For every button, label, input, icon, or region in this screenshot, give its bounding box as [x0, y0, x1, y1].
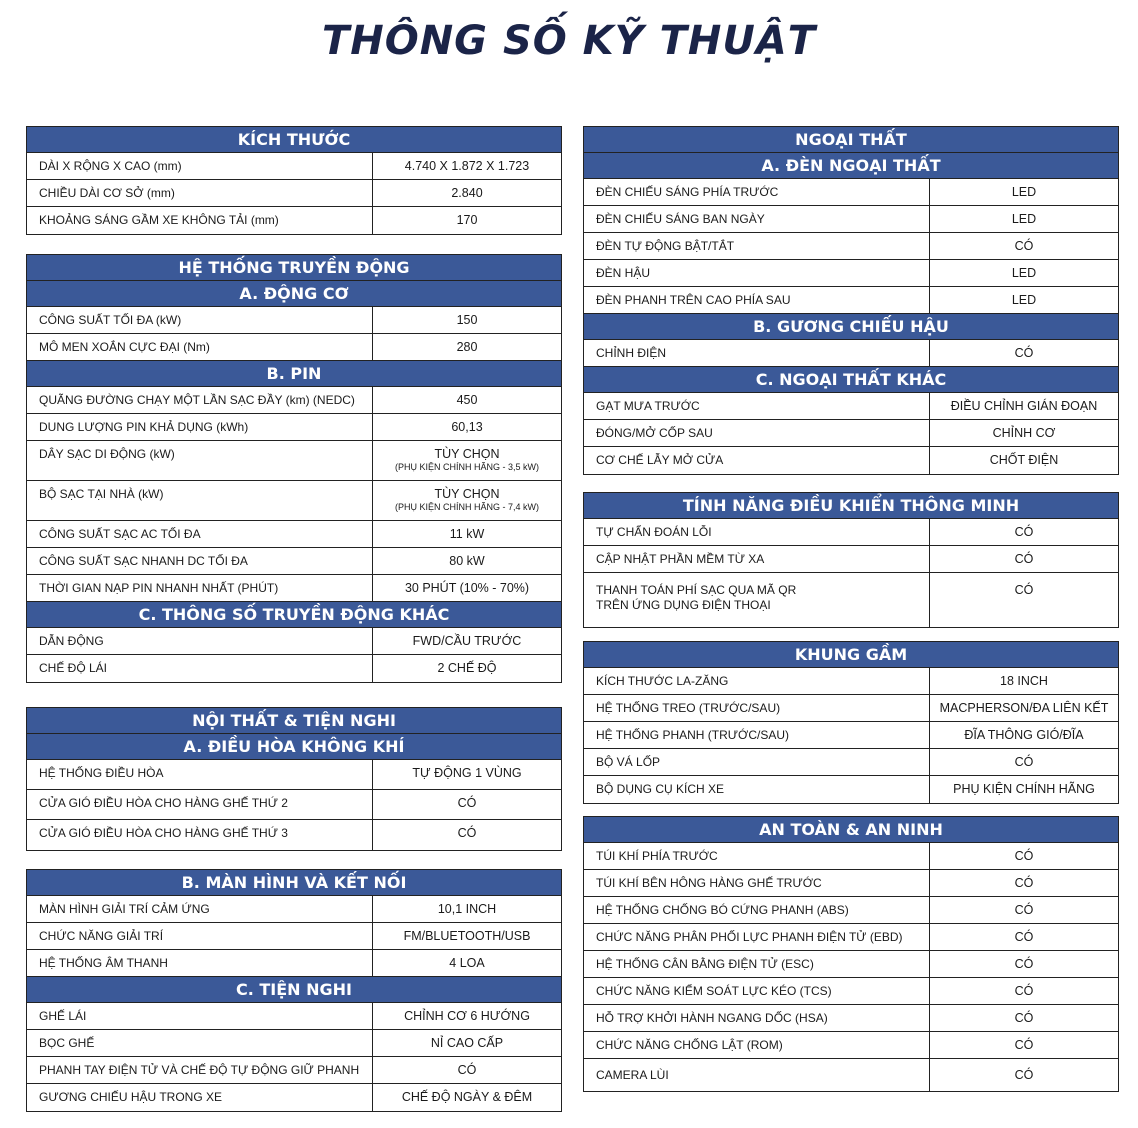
table-row [584, 233, 1118, 260]
table-row [27, 923, 561, 950]
row-label: ĐÈN PHANH TRÊN CAO PHÍA SAU [584, 287, 930, 313]
row-value: CÓ [1014, 1011, 1034, 1025]
row-label: BỘ SẠC TẠI NHÀ (kW) [27, 481, 373, 520]
row-value: CHỐT ĐIỆN [989, 453, 1059, 467]
row-value: CHẾ ĐỘ NGÀY & ĐÊM [401, 1090, 533, 1104]
row-label: GHẾ LÁI [27, 1003, 373, 1029]
value-main: TÙY CHỌN [434, 447, 500, 461]
row-value: 80 kW [449, 554, 485, 568]
row-label: KHOẢNG SÁNG GẦM XE KHÔNG TẢI (mm) [27, 207, 373, 234]
row-label: DẪN ĐỘNG [27, 628, 373, 654]
row-label-line2: TRÊN ỨNG DỤNG ĐIỆN THOẠI [596, 598, 771, 612]
dimensions-table [26, 126, 562, 235]
table-row [27, 896, 561, 923]
page-title: THÔNG SỐ KỸ THUẬT [321, 18, 817, 64]
row-value: CÓ [1014, 1038, 1034, 1052]
row-label: HỆ THỐNG ĐIỀU HÒA [27, 760, 373, 789]
subsection-header: C. THÔNG SỐ TRUYỀN ĐỘNG KHÁC [27, 602, 561, 628]
table-row [584, 546, 1118, 573]
table-row [27, 790, 561, 820]
table-row [584, 668, 1118, 695]
table-row [584, 1059, 1118, 1091]
interior-table [26, 707, 562, 851]
powertrain-table [26, 254, 562, 683]
section-header: KHUNG GẦM [584, 642, 1118, 668]
row-label: HỆ THỐNG ÂM THANH [27, 950, 373, 976]
row-label: CHỈNH ĐIỆN [584, 340, 930, 366]
row-label: PHANH TAY ĐIỆN TỬ VÀ CHẾ ĐỘ TỰ ĐỘNG GIỮ PHANH [27, 1057, 373, 1083]
value-main: TÙY CHỌN [434, 487, 500, 501]
row-label [584, 573, 930, 627]
row-label: DÂY SẠC DI ĐỘNG (kW) [27, 441, 373, 480]
row-label: MÀN HÌNH GIẢI TRÍ CẢM ỨNG [27, 896, 373, 922]
section-header: HỆ THỐNG TRUYỀN ĐỘNG [27, 255, 561, 281]
row-label: MÔ MEN XOẮN CỰC ĐẠI (Nm) [27, 334, 373, 360]
table-row [584, 420, 1118, 447]
table-row [584, 447, 1118, 474]
row-value: 150 [456, 313, 478, 327]
table-row [584, 179, 1118, 206]
row-label: CHỨC NĂNG KIỂM SOÁT LỰC KÉO (TCS) [584, 978, 930, 1004]
row-label: CAMERA LÙI [584, 1059, 930, 1091]
row-value: 2.840 [451, 186, 483, 200]
table-row [27, 441, 561, 481]
row-value: CÓ [1014, 930, 1034, 944]
row-value: CÓ [1014, 552, 1034, 566]
row-label: GẠT MƯA TRƯỚC [584, 393, 930, 419]
row-value: 18 INCH [1000, 674, 1048, 688]
row-label: ĐÈN CHIẾU SÁNG BAN NGÀY [584, 206, 930, 232]
table-row [27, 1084, 561, 1111]
row-label: CỬA GIÓ ĐIỀU HÒA CHO HÀNG GHẾ THỨ 3 [27, 820, 373, 850]
row-label: ĐÈN CHIẾU SÁNG PHÍA TRƯỚC [584, 179, 930, 205]
row-value: 11 kW [449, 527, 485, 541]
row-value: CÓ [1014, 755, 1034, 769]
row-label-line1: THANH TOÁN PHÍ SẠC QUA MÃ QR [596, 583, 797, 597]
table-row [27, 820, 561, 850]
subsection-header: B. MÀN HÌNH VÀ KẾT NỐI [27, 870, 561, 896]
row-value: MACPHERSON/ĐA LIÊN KẾT [939, 701, 1109, 715]
table-row [584, 695, 1118, 722]
row-value: 60,13 [451, 420, 483, 434]
section-header: AN TOÀN & AN NINH [584, 817, 1118, 843]
table-row [27, 481, 561, 521]
row-value: 2 CHẾ ĐỘ [437, 661, 497, 675]
table-row [584, 749, 1118, 776]
row-label: KÍCH THƯỚC LA-ZĂNG [584, 668, 930, 694]
row-label: QUÃNG ĐƯỜNG CHẠY MỘT LẦN SẠC ĐẦY (km) (NEDC) [27, 387, 373, 413]
table-row [27, 628, 561, 655]
row-label: DÀI X RỘNG X CAO (mm) [27, 153, 373, 179]
table-row [584, 722, 1118, 749]
row-label: TỰ CHẨN ĐOÁN LỖI [584, 519, 930, 545]
table-row [584, 260, 1118, 287]
row-value: LED [1011, 185, 1037, 199]
row-value: 170 [456, 213, 478, 227]
section-header: TÍNH NĂNG ĐIỀU KHIỂN THÔNG MINH [584, 493, 1118, 519]
row-label: CHIỀU DÀI CƠ SỞ (mm) [27, 180, 373, 206]
section-header: NGOẠI THẤT [584, 127, 1118, 153]
table-row [584, 843, 1118, 870]
row-label: TÚI KHÍ BÊN HÔNG HÀNG GHẾ TRƯỚC [584, 870, 930, 896]
row-value: CÓ [1014, 957, 1034, 971]
subsection-header: B. PIN [27, 361, 561, 387]
exterior-table [583, 126, 1119, 475]
table-row [584, 897, 1118, 924]
row-value: CÓ [1014, 525, 1034, 539]
chassis-table [583, 641, 1119, 804]
row-label: ĐÓNG/MỞ CỐP SAU [584, 420, 930, 446]
subsection-header: B. GƯƠNG CHIẾU HẬU [584, 314, 1118, 340]
row-label: BỘ DỤNG CỤ KÍCH XE [584, 776, 930, 803]
table-row [584, 776, 1118, 803]
row-value: CÓ [457, 796, 477, 810]
value-note: (PHỤ KIỆN CHÍNH HÃNG - 3,5 kW) [394, 462, 539, 472]
value-note: (PHỤ KIỆN CHÍNH HÃNG - 7,4 kW) [394, 502, 539, 512]
subsection-header: C. NGOẠI THẤT KHÁC [584, 367, 1118, 393]
row-value: CÓ [1014, 1068, 1034, 1082]
row-label: CẬP NHẬT PHẦN MỀM TỪ XA [584, 546, 930, 572]
row-label: BỌC GHẾ [27, 1030, 373, 1056]
row-value: 280 [456, 340, 478, 354]
safety-table [583, 816, 1119, 1092]
row-value: TỰ ĐỘNG 1 VÙNG [412, 766, 522, 780]
table-row [584, 519, 1118, 546]
row-value: CÓ [1014, 876, 1034, 890]
row-value: ĐĨA THÔNG GIÓ/ĐĨA [964, 728, 1084, 742]
display-comfort-table [26, 869, 562, 1112]
row-value: CÓ [1014, 984, 1034, 998]
table-row [584, 340, 1118, 367]
row-value: CHỈNH CƠ [992, 426, 1056, 440]
subsection-header: A. ĐÈN NGOẠI THẤT [584, 153, 1118, 179]
section-header: KÍCH THƯỚC [27, 127, 561, 153]
table-row [27, 307, 561, 334]
row-label: ĐÈN HẬU [584, 260, 930, 286]
row-value: CHỈNH CƠ 6 HƯỚNG [404, 1009, 530, 1023]
row-value: CÓ [457, 826, 477, 840]
row-label: CƠ CHẾ LẪY MỞ CỬA [584, 447, 930, 474]
table-row [27, 1003, 561, 1030]
table-row [584, 393, 1118, 420]
table-row [27, 521, 561, 548]
table-row [584, 924, 1118, 951]
subsection-header: A. ĐỘNG CƠ [27, 281, 561, 307]
subsection-header: C. TIỆN NGHI [27, 977, 561, 1003]
row-value: CÓ [1014, 239, 1034, 253]
row-value [373, 481, 561, 520]
row-value: LED [1011, 266, 1037, 280]
row-value: 450 [456, 393, 478, 407]
row-label: DUNG LƯỢNG PIN KHẢ DỤNG (kWh) [27, 414, 373, 440]
row-value: CÓ [1014, 849, 1034, 863]
row-value: 4 LOA [449, 956, 485, 970]
row-value: FWD/CẦU TRƯỚC [412, 634, 522, 648]
row-value: NỈ CAO CẤP [430, 1036, 504, 1050]
table-row [27, 207, 561, 234]
row-value: 30 PHÚT (10% - 70%) [404, 581, 530, 595]
row-value: CÓ [1014, 903, 1034, 917]
table-row [584, 287, 1118, 314]
row-value: PHỤ KIỆN CHÍNH HÃNG [953, 782, 1095, 796]
row-value: CÓ [1014, 583, 1034, 597]
table-row [27, 334, 561, 361]
row-label: ĐÈN TỰ ĐỘNG BẬT/TẮT [584, 233, 930, 259]
row-label: CHỨC NĂNG GIẢI TRÍ [27, 923, 373, 949]
row-label: CHẾ ĐỘ LÁI [27, 655, 373, 682]
table-row [27, 1030, 561, 1057]
row-value: CÓ [1014, 346, 1034, 360]
table-row [584, 1032, 1118, 1059]
row-value [373, 441, 561, 480]
row-label: HỆ THỐNG TREO (TRƯỚC/SAU) [584, 695, 930, 721]
row-label: TÚI KHÍ PHÍA TRƯỚC [584, 843, 930, 869]
table-row [27, 760, 561, 790]
row-label: CÔNG SUẤT SẠC NHANH DC TỐI ĐA [27, 548, 373, 574]
row-value: FM/BLUETOOTH/USB [403, 929, 531, 943]
table-row [584, 206, 1118, 233]
table-row [27, 950, 561, 977]
row-label: HỆ THỐNG CÂN BẰNG ĐIỆN TỬ (ESC) [584, 951, 930, 977]
row-label: CHỨC NĂNG PHÂN PHỐI LỰC PHANH ĐIỆN TỬ (EBD) [584, 924, 930, 950]
row-label: HỖ TRỢ KHỞI HÀNH NGANG DỐC (HSA) [584, 1005, 930, 1031]
row-value: CÓ [457, 1063, 477, 1077]
row-label: CÔNG SUẤT TỐI ĐA (kW) [27, 307, 373, 333]
row-value: LED [1011, 293, 1037, 307]
table-row [584, 1005, 1118, 1032]
row-label: HỆ THỐNG PHANH (TRƯỚC/SAU) [584, 722, 930, 748]
row-label: CỬA GIÓ ĐIỀU HÒA CHO HÀNG GHẾ THỨ 2 [27, 790, 373, 819]
row-label: HỆ THỐNG CHỐNG BÓ CỨNG PHANH (ABS) [584, 897, 930, 923]
smart-features-table [583, 492, 1119, 628]
table-row [27, 1057, 561, 1084]
row-label: THỜI GIAN NẠP PIN NHANH NHẤT (PHÚT) [27, 575, 373, 601]
row-label: BỘ VÁ LỐP [584, 749, 930, 775]
subsection-header: A. ĐIỀU HÒA KHÔNG KHÍ [27, 734, 561, 760]
table-row [27, 387, 561, 414]
section-header: NỘI THẤT & TIỆN NGHI [27, 708, 561, 734]
table-row [27, 548, 561, 575]
row-value: 4.740 X 1.872 X 1.723 [404, 159, 530, 173]
row-label: GƯƠNG CHIẾU HẬU TRONG XE [27, 1084, 373, 1111]
row-label: CHỨC NĂNG CHỐNG LẬT (ROM) [584, 1032, 930, 1058]
table-row [584, 573, 1118, 627]
row-value: ĐIỀU CHỈNH GIÁN ĐOẠN [950, 399, 1098, 413]
table-row [584, 978, 1118, 1005]
table-row [27, 414, 561, 441]
row-label: CÔNG SUẤT SẠC AC TỐI ĐA [27, 521, 373, 547]
row-value: 10,1 INCH [437, 902, 497, 916]
row-value: LED [1011, 212, 1037, 226]
table-row [27, 575, 561, 602]
table-row [27, 655, 561, 682]
table-row [27, 180, 561, 207]
table-row [584, 870, 1118, 897]
table-row [584, 951, 1118, 978]
table-row [27, 153, 561, 180]
